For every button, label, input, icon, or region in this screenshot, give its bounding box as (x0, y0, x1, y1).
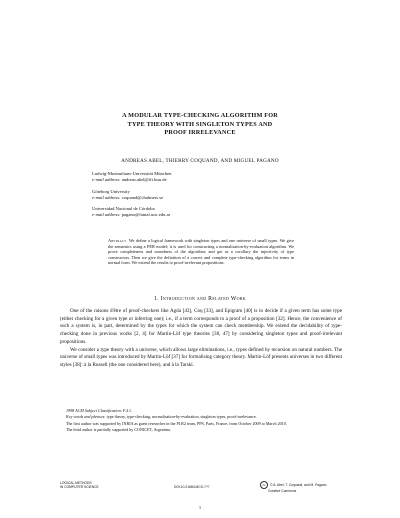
doi[interactable]: DOI:10.2168/LMCS-??? (174, 485, 210, 489)
footnote-funding-1: The first author was supported by INRIA as guest researcher in the PI.R2 team, PPS, Paris, France, from October 2009 to March 2010. (66, 420, 287, 426)
copyright-block (260, 481, 350, 493)
affiliation-1: Ludwig-Maximilians-Universität München e-mail address: andreas.abel@ifi.lmu.de (92, 171, 332, 183)
body-paragraph-2: We consider a type theory with a universe, which allows large eliminations, i.e., types defined by recursion on natural numbers. The universe of small types was introduced by Martin-Löf [37] for formalising category theory. Martin-Löf presents universes in two different styles [38]: à la Russell (the one considered here), and à la Tarski. (60, 346, 342, 368)
abstract (108, 238, 294, 266)
title-line-2: TYPE THEORY WITH SINGLETON TYPES AND (127, 120, 273, 128)
email-label: e-mail address (92, 177, 120, 182)
affiliation-3: Universidad Nacional de Córdoba e-mail address: pagano@famaf.unc.edu.ar (92, 206, 332, 218)
email-address[interactable]: pagano@famaf.unc.edu.ar (121, 212, 171, 217)
abstract-heading: Abstract. (108, 238, 128, 243)
affiliation-institution: Ludwig-Maximilians-Universität München (92, 171, 172, 176)
affiliations (92, 171, 332, 224)
footnote-classification: 1998 ACM Subject Classification: F.4.1. (66, 408, 133, 413)
section-heading: 1. Introduction and Related Work (153, 296, 246, 302)
email-address[interactable]: andreas.abel@ifi.lmu.de (121, 177, 167, 182)
copyright-text: © A. Abel, T. Coquand, and M. Pagano (270, 483, 327, 487)
affiliation-2: Göteborg University e-mail address: coquand@chalmers.se (92, 189, 332, 201)
page-number: 1 (198, 505, 202, 510)
footnote-funding-2: The third author is partially supported by CONICET, Argentina. (66, 426, 171, 432)
author-list: ANDREAS ABEL, THIERRY COQUAND, AND MIGUEL PAGANO (121, 158, 279, 164)
email-label: e-mail address (92, 212, 120, 217)
email-address[interactable]: coquand@chalmers.se (121, 194, 164, 200)
title-line-1: A MODULAR TYPE-CHECKING ALGORITHM FOR (122, 112, 278, 119)
title-line-3: PROOF IRRELEVANCE (164, 129, 236, 137)
body-text (60, 308, 342, 370)
affiliation-institution: Universidad Nacional de Córdoba (92, 206, 155, 211)
email-label: e-mail address (92, 194, 120, 200)
body-paragraph-1: One of the raisons d'être of proof-checkers like Agda [43], Coq [33], and Epigram [40] is to decide if a given term has some type (either checking for a given type or inferring one); i.e., if a term corresponds to a proof of a proposition [32]. Hence, the convenience of such a system is, in part, determined by the types for which the system can check membership. We extend the decidability of type-checking done in previous works [2, 4] for Martin-Löf type theories [38, 47] by considering singleton types and proof-irrelevant propositions. (60, 308, 342, 345)
cc-icon: cc (260, 481, 268, 489)
affiliation-institution: Göteborg University (92, 188, 130, 194)
paper-title (60, 112, 340, 138)
journal-name: LOGICAL METHODS IN COMPUTER SCIENCE (60, 481, 99, 489)
page-footer (60, 481, 342, 497)
license-text: Creative Commons (268, 489, 297, 493)
footnotes (60, 408, 342, 433)
footnote-keywords: Key words and phrases: type theory, type-checking, normalisation-by-evaluation, singleton types, proof-irrelevance. (66, 414, 257, 420)
abstract-text: We define a logical framework with singleton types and one universe of small types. We give the semantics using a PER model; it is used for constructing a normalisation-by-evaluation algorithm. We prove completeness and soundness of the algorithm; and get as a corollary the injectivity of type constructors. Then we give the definition of a correct and complete type-checking algorithm for terms in normal form. We extend the results to proof-irrelevant propositions. (108, 238, 294, 266)
